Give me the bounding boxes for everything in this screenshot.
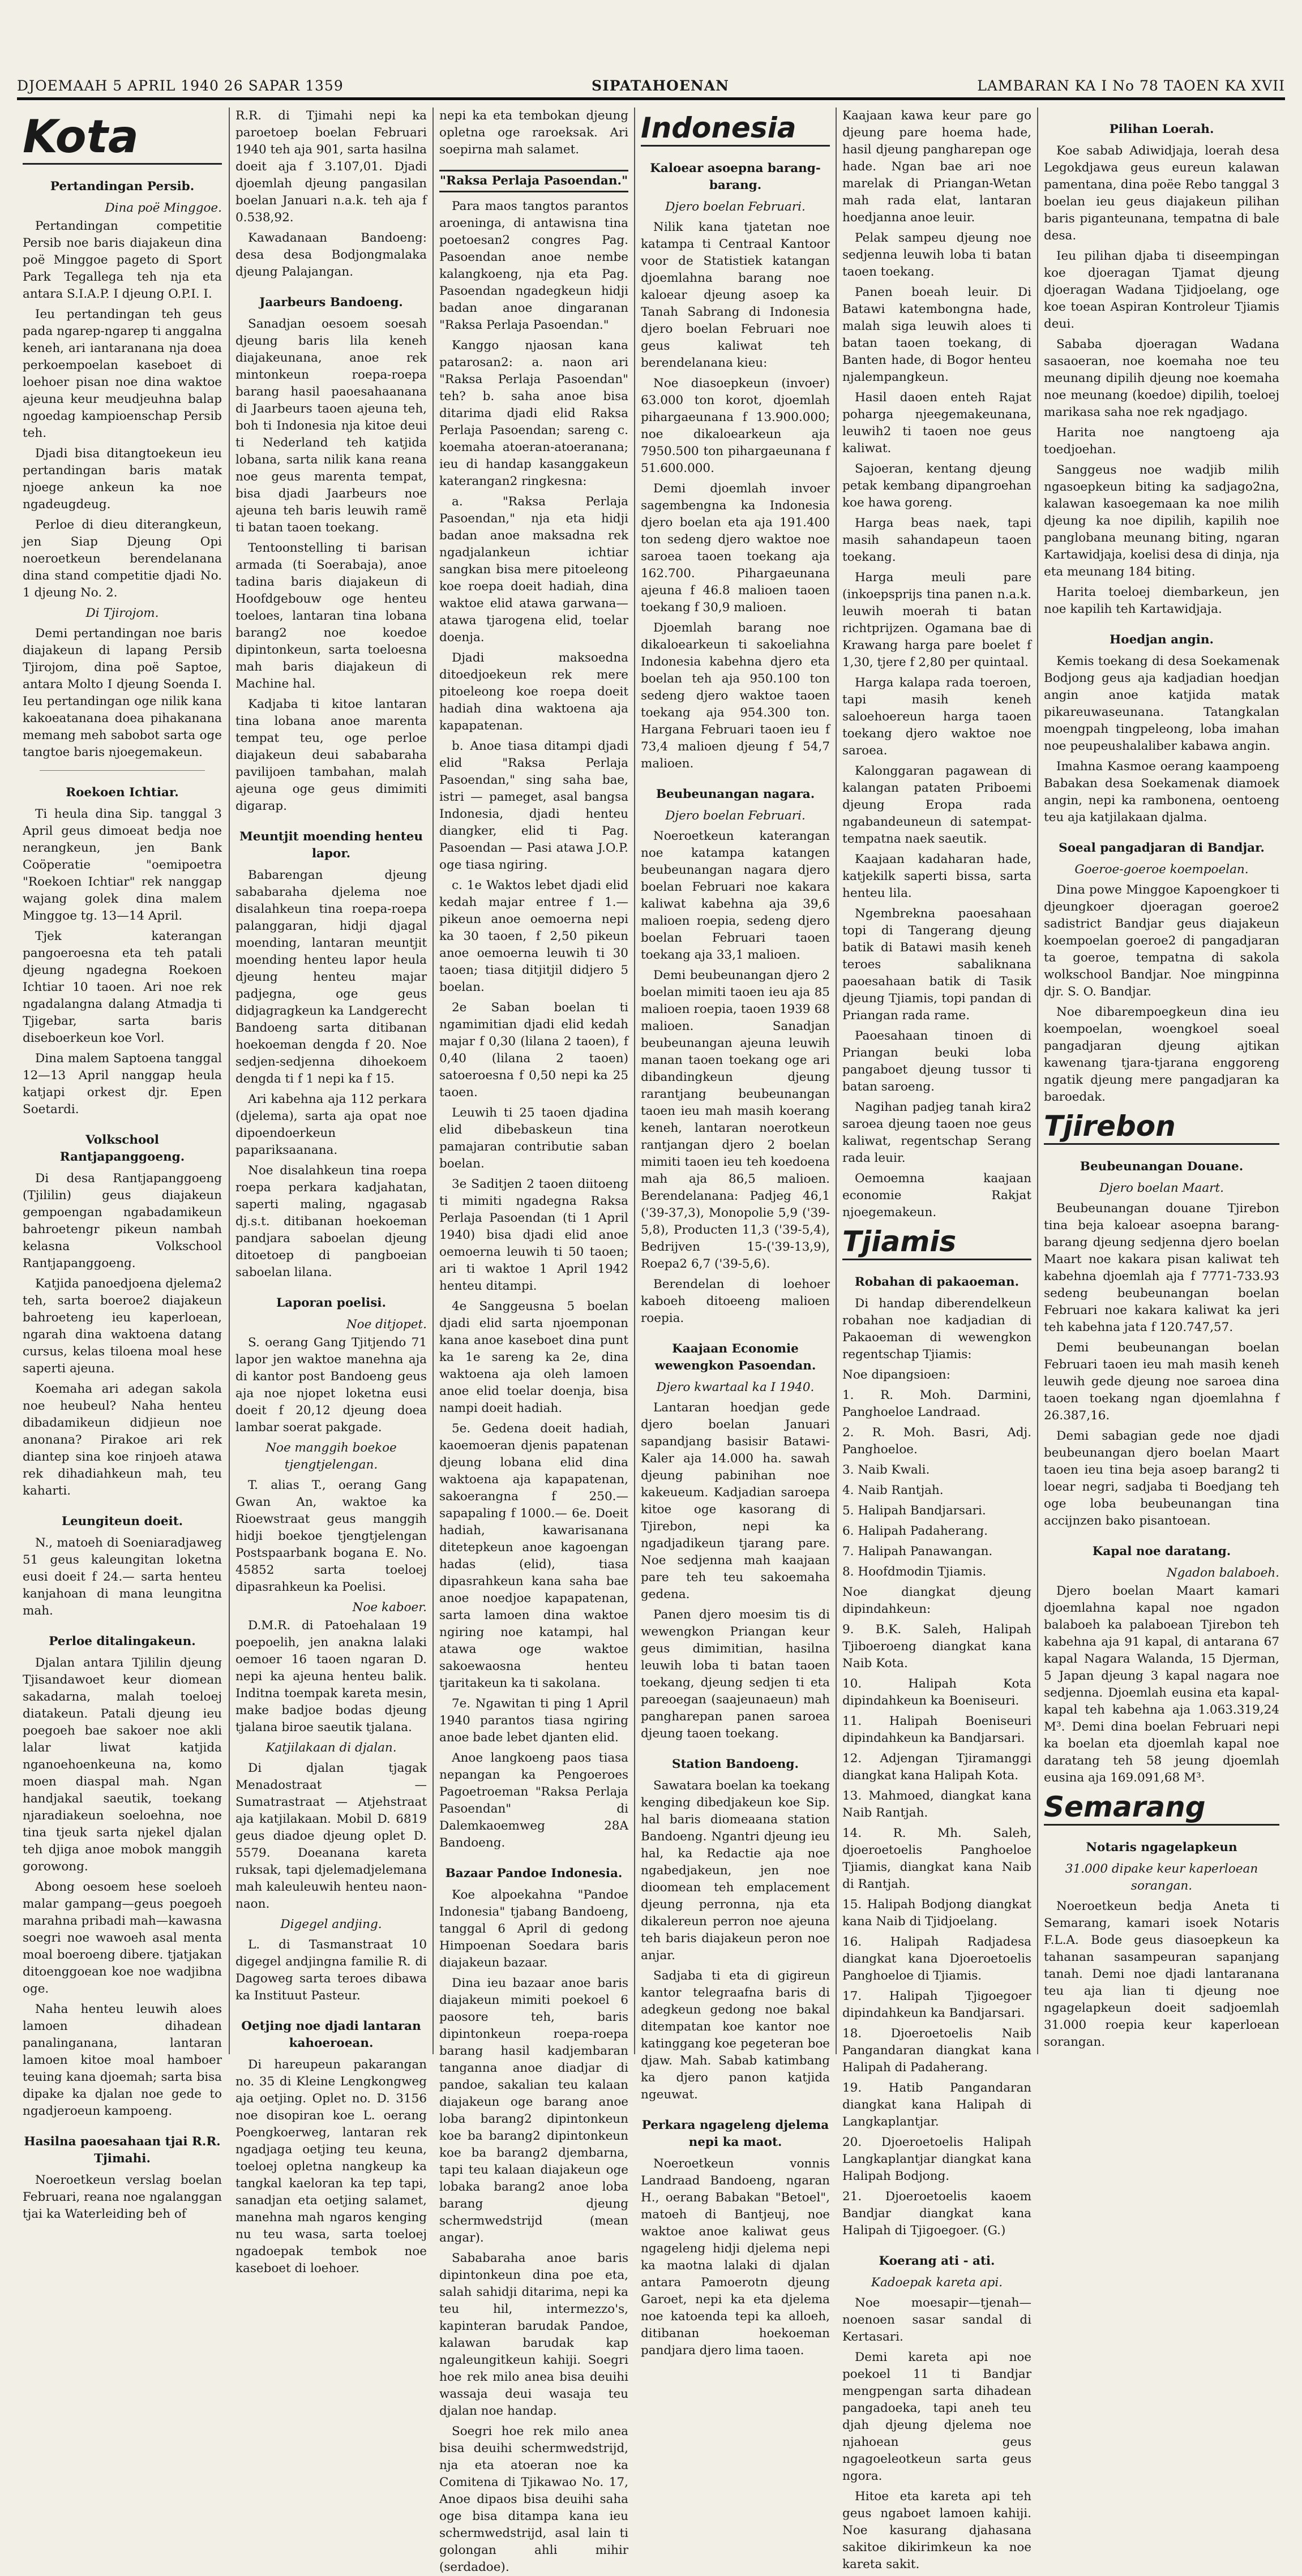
- article-paragraph: c. 1e Waktos lebet djadi elid kedah majar entree f 1.— pikeun anoe oemoerna nepi ka 30 taoen, f 2,50 pikeun anoe oemoerna leuwih ti 30 taoen; tiasa ditjitjil didjero 5 boelan.: [439, 878, 628, 994]
- article-headline: Volkschool Rantjapanggoeng.: [59, 1133, 185, 1164]
- article-paragraph: Pertandingan competitie Persib noe baris diajakeun dina poë Minggoe pageto di Sport Park Tegallega teh nja eta antara S.I.A.P. I djeung O.P.I. I.: [23, 219, 222, 301]
- article-paragraph: Noeroetkeun verslag boelan Februari, reana noe ngalanggan tjai ka Waterleiding beh of: [23, 2173, 222, 2221]
- list-item: 6. Halipah Padaherang.: [842, 1524, 988, 1538]
- article-headline: Pilihan Loerah.: [1109, 122, 1214, 136]
- article-paragraph: Lantaran hoedjan gede djero boelan Januari sapandjang basisir Batawi-Kaler aja 14.000 ha. sawah djeung pabinihan noe kakeueum. Kadjadian saroepa kitoe oge kasorang di Tjirebon, nepi ka ngadjadikeun tjarang pare. Noe sedjenna mah kaajaan pare teh teu sakoemaha gedena.: [641, 1401, 830, 1602]
- article-paragraph: Harga beas naek, tapi masih sahandapeun taoen toekang.: [842, 516, 1031, 564]
- article-paragraph: Demi kareta api noe poekoel 11 ti Bandjar mengpengan sarta dihadean pangadoeka, tapi aneh teu djah djeung djelema noe njahoean geus ngagoeleotkeun sarta geus ngora.: [842, 2350, 1031, 2483]
- column-rule: [229, 108, 230, 2054]
- column-3: [439, 108, 628, 2574]
- article-paragraph: Kawadanaan Bandoeng: desa desa Bodjongmalaka djeung Palajangan.: [235, 231, 427, 279]
- article-paragraph: Beubeunangan douane Tjirebon tina beja kaloear asoepna barang-barang djeung sedjenna djero boelan Maart noe kakara pisan kaliwat teh kabehna djoemlah aja f 7771-733.93 sedeng beubeunangan boelan Februari noe kakara kaliwat ka jeri teh kabehna jata f 120.747,57.: [1044, 1201, 1279, 1334]
- article-paragraph: Noeroetkeun vonnis Landraad Bandoeng, ngaran H., oerang Babakan "Betoel", matoeh di Bantjeuj, noe waktoe anoe kaliwat geus ngageleng hidji djelema nepi ka maotna lalaki di djalan antara Pamoerotn djeung Garoet, nepi ka eta djelema noe katoenda tepi ka alloeh, ditibanan hoekoeman pandjara djero lima taoen.: [641, 2157, 830, 2358]
- masthead: [17, 67, 1285, 100]
- article-paragraph: Ieu pilihan djaba ti diseempingan koe djoeragan Tjamat djeung djoeragan Wadana Tjidjoelang, oge koe toean Aspiran Kontroleur Tjiamis deui.: [1044, 249, 1279, 331]
- article-dateline: Di Tjirojom.: [85, 606, 159, 620]
- list-item: 12. Adjengan Tjiramanggi diangkat kana Halipah Kota.: [842, 1751, 1031, 1783]
- list-item: 14. R. Mh. Saleh, djoeroetoelis Panghoeloe Tjiamis, diangkat kana Naib di Rantjah.: [842, 1826, 1031, 1891]
- article-paragraph: Sajoeran, kentang djeung petak kembang dipangroehan koe hawa goreng.: [842, 462, 1031, 510]
- article-headline: Pertandingan Persib.: [50, 179, 195, 194]
- article-paragraph: Ngembrekna paoesahaan topi di Tangerang djeung batik di Batawi masih keneh teroes sabaliknana paoesahaan batik di Tasik djeung Tjiamis, topi pandan di Priangan rada rame.: [842, 907, 1031, 1023]
- article-paragraph: Anoe langkoeng paos tiasa nepangan ka Pengoeroes Pagoetroeman "Raksa Perlaja Pasoendan" di Dalemkaoemweg 28A Bandoeng.: [439, 1751, 628, 1850]
- article-paragraph: Paoesahaan tinoen di Priangan beuki loba pangaboet djeung tussor ti batan saroeng.: [842, 1029, 1031, 1094]
- article-subhead: Noe ditjopet.: [346, 1317, 427, 1332]
- article-headline: Soeal pangadjaran di Bandjar.: [1059, 841, 1265, 855]
- article-headline: Hoedjan angin.: [1109, 633, 1214, 647]
- list-item: 10. Halipah Kota dipindahkeun ka Boeniseuri.: [842, 1677, 1031, 1708]
- article-subhead: Kadoepak kareta api.: [871, 2276, 1003, 2290]
- article-paragraph: Kalonggaran pagawean di kalangan pataten Priboemi djeung Eropa rada ngabandeuneun di satempat-tempatna naek saeutik.: [842, 764, 1031, 846]
- column-rule: [432, 108, 434, 2054]
- article-paragraph: 3e Saditjen 2 taoen diitoeng ti mimiti ngadegna Raksa Perlaja Pasoendan (ti 1 April 1940) bisa djadi elid anoe oemoerna leuwih ti 50 taoen; ari ti waktoe 1 April 1942 henteu ditampi.: [439, 1177, 628, 1293]
- article-dateline: Djero boelan Februari.: [665, 809, 806, 823]
- article-paragraph: Sababa djoeragan Wadana sasaoeran, noe koemaha noe teu meunang dipilih djeung noe koemaha noe meunang (koedoe) dipilih, toeloej marikasa saha noe rek ngadjago.: [1044, 337, 1279, 419]
- article-paragraph: Ieu pertandingan teh geus pada ngarep-ngarep ti anggalna keneh, ari iantaranana nja doea perkoempoelan kaseboet di loehoer pisan noe dina waktoe ajeuna keur meudjeuhna balap ngoedag kampioenschap Persib teh.: [23, 307, 222, 440]
- article-paragraph: Kanggo njaosan kana patarosan2: a. naon ari "Raksa Perlaja Pasoendan" teh? b. saha anoe bisa ditarima djadi elid Raksa Perlaja Pasoendan; sareng c. koemaha atoeran-atoeranana; ieu di handap kasanggakeun katerangan2 ringkesna:: [439, 338, 628, 488]
- article-paragraph: Kaajaan kawa keur pare go djeung pare hoema hade, hasil djeung pangharepan oge hade. Ngan bae ari noe marelak di Priangan-Wetan mah rada elat, lantaran hoedjanna anoe leuir.: [842, 109, 1031, 225]
- article-paragraph: N., matoeh di Soeniaradjaweg 51 geus kaleungitan loketna eusi doeit f 24.— sarta henteu kanjahoan di mana leungitna mah.: [23, 1536, 222, 1618]
- article-paragraph: Imahna Kasmoe oerang kaampoeng Babakan desa Soekamenak diamoek angin, nepi ka rambonena, oentoeng teu aja katjilakaan djalma.: [1044, 759, 1279, 825]
- article-paragraph: Harita toeloej diembarkeun, jen noe kapilih teh Kartawidjaja.: [1044, 585, 1279, 616]
- article-paragraph: Hitoe eta kareta api teh geus ngaboet lamoen kahiji. Noe kasurang djahasana sakitoe dikirimkeun ka noe kareta sakit.: [842, 2489, 1031, 2571]
- article-paragraph: Dina ieu bazaar anoe baris diajakeun mimiti poekoel 6 paosore teh, baris dipintonkeun roepa-roepa barang hasil kadjembaran tanganna anoe diadjar di pandoe, sakalian teu kalaan diajakeun oge barang anoe loba barang2 dipintonkeun koe ba barang2 dipintonkeun koe ba barang2 djembarna, tapi teu kalaan diajakeun oge lobaka barang2 anoe loba barang djeung schermwedstrijd (mean angar).: [439, 1976, 628, 2245]
- article-paragraph: R.R. di Tjimahi nepi ka paroetoep boelan Februari 1940 teh aja 901, sarta hasilna doeit aja f 3.107,01. Djadi djoemlah djeung pangasilan boelan Januari n.a.k. teh aja f 0.538,92.: [235, 109, 427, 225]
- article-paragraph: Djero boelan Maart kamari djoemlahna kapal noe ngadon balaboeh ka palaboean Tjirebon teh kabehna aja 91 kapal, di antarana 67 kapal Nagara Walanda, 15 Djerman, 5 Japan djeung 3 kapal nagara noe sedjenna. Djoemlah eusina eta kapal-kapal teh kabehna aja 1.063.319,24 M³. Demi dina boelan Februari nepi ka boelan eta djoemlah kapal noe daratang teh 58 jeung djoemlah eusina aja 169.091,68 M³.: [1044, 1584, 1279, 1785]
- article-paragraph: Noeroetkeun katerangan noe katampa katangen beubeunangan nagara djero boelan Februari noe kakara kaliwat kabehna aja 39,6 malioen roepia, sedeng djero boelan Februari taoen toekang aja 33,1 malioen.: [641, 829, 830, 962]
- article-paragraph: Djoemlah barang noe dikaloearkeun ti sakoeliahna Indonesia kabehna djero eta boelan teh aja 950.100 ton sedeng djero waktoe taoen toekang aja 954.300 ton. Hargana Februari taoen ieu f 73,4 malioen djeung f 54,7 malioen.: [641, 621, 830, 771]
- article-paragraph: Sanggeus noe wadjib milih ngasoepkeun biting ka sadjago2na, kalawan kasoegemaan ka noe milih djeung ka noe dipilih, kapilih noe panglobana meunang biting, ngaran Kartawidjaja, koelisi desa di dinja, nja eta meunang 184 biting.: [1044, 463, 1279, 579]
- article-separator: [40, 770, 205, 771]
- article-headline: Meuntjit moending henteu lapor.: [239, 830, 423, 861]
- article-paragraph: Sadjaba ti eta di gigireun kantor telegraafna baris di adegkeun gedong noe bakal ditempatan koe kantor noe katinggang koe pegeteran boe djaw. Mah. Sabab katimbang ka djero panon katjida ngeuwat.: [641, 1969, 830, 2102]
- masthead-edition: LAMBARAN KA I No 78 TAOEN KA XVII: [977, 78, 1285, 94]
- article-paragraph: Demi pertandingan noe baris diajakeun di lapang Persib Tjirojom, dina poë Saptoe, antara Molto I djeung Soenda I. Ieu pertandingan oge nilik kana kakoeatanana doea pihakanana memang meh sabobot sarta oge tangtoe baris njoegemakeun.: [23, 626, 222, 759]
- article-paragraph: S. oerang Gang Tjitjendo 71 lapor jen waktoe manehna aja di kantor post Bandoeng geus aja noe njopet loketna eusi doeit f 20,12 djeung doea lambar soerat pakgade.: [235, 1336, 427, 1435]
- article-subhead: Katjilakaan di djalan.: [265, 1741, 397, 1755]
- article-paragraph: Koemaha ari adegan sakola noe heubeul? Naha henteu dibadamikeun didjieun noe anonana? Pirakoe ari rek diantep sina koe rinjoeh atawa rek dihadiahkeun mah, teu kaharti.: [23, 1382, 222, 1498]
- article-paragraph: 2e Saban boelan ti ngamimitian djadi elid kedah majar f 0,30 (lilana 2 taoen), f 0,40 (lilana 2 taoen) satoeroesna f 0,50 nepi ka 25 taoen.: [439, 1001, 628, 1100]
- article-headline: Kaloear asoepna barang-barang.: [650, 161, 821, 192]
- article-paragraph: Nilik kana tjatetan noe katampa ti Centraal Kantoor voor de Statistiek katangan djoemlahna barang noe kaloear djeung asoep ka Tanah Sabrang di Indonesia djero boelan Februari noe geus kaliwat teh berendelanana kieu:: [641, 220, 830, 370]
- article-paragraph: Katjida panoedjoena djelema2 teh, sarta boeroe2 diajakeun bahroeteng ieu kaperloean, ngarah dina waktoena datang cursus, kelas tiloena moal hese saperti ajeuna.: [23, 1277, 222, 1376]
- article-headline: Perloe ditalingakeun.: [49, 1634, 196, 1648]
- article-paragraph: 7e. Ngawitan ti ping 1 April 1940 parantos tiasa ngiring anoe bade lebet djanten elid.: [439, 1697, 628, 1745]
- article-paragraph: Nagihan padjeg tanah kira2 saroea djeung taoen noe geus kaliwat, regentschap Serang rada leuir.: [842, 1100, 1031, 1165]
- column-6: [1044, 108, 1279, 2054]
- article-headline: Jaarbeurs Bandoeng.: [259, 295, 403, 310]
- article-headline: Koerang ati - ati.: [879, 2254, 995, 2268]
- list-item: 17. Halipah Tjigoegoer dipindahkeun ka Bandjarsari.: [842, 1989, 1031, 2020]
- article-headline: "Raksa Perlaja Pasoendan.": [439, 170, 628, 192]
- list-item: 9. B.K. Saleh, Halipah Tjiboeroeng diangkat kana Naib Kota.: [842, 1622, 1031, 1671]
- article-paragraph: Di hareupeun pakarangan no. 35 di Kleine Lengkongweg aja oetjing. Oplet no. D. 3156 noe disopiran koe L. oerang Poengkoerweg, lantaran rek ngadjaga oetjing teu keuna, toeloej opletna nangkeup ka tangkal kaeloran ka tep tapi, sanadjan eta oetjing salamet, manehna mah ngaros kenging nu teu wasa, sarta toeloej ngadoepak tembok noe kaseboet di loehoer.: [235, 2058, 427, 2276]
- article-headline: Bazaar Pandoe Indonesia.: [445, 1866, 623, 1881]
- article-paragraph: Kemis toekang di desa Soekamenak Bodjong geus aja kadjadian hoedjan angin anoe katjida matak pikareuwaseunana. Tatangkalan moengpah tingpeleong, loba imahan noe peupeushalaliber kabawa angin.: [1044, 654, 1279, 753]
- article-headline: Laporan poelisi.: [276, 1296, 386, 1310]
- list-item: 16. Halipah Radjadesa diangkat kana Djoeroetoelis Panghoeloe di Tjiamis.: [842, 1935, 1031, 1983]
- article-paragraph: Tjek katerangan pangoeroesna eta teh patali djeung ngadegna Roekoen Ichtiar 10 taoen. Ari noe rek ngadalangna dalang Atmadja ti Tjigebar, sarta baris diseboerkeun koe Vorl.: [23, 929, 222, 1045]
- article-paragraph: a. "Raksa Perlaja Pasoendan," nja eta hidji badan anoe maksadna rek ngadjalankeun ichtiar sangkan bisa mere pitoeleong koe roepa doeit hadiah, dina waktoe elid atawa garwana—atawa tjarogena elid, toelar doenja.: [439, 495, 628, 645]
- article-headline: Roekoen Ichtiar.: [66, 785, 179, 800]
- article-paragraph: Demi djoemlah invoer sagembengna ka Indonesia djero boelan eta aja 191.400 ton sedeng djero waktoe noe saroea taoen toekang aja 162.700. Pihargaeunana ajeuna f 46.8 malioen taoen toekang f 30,9 malioen.: [641, 482, 830, 615]
- column-rule: [1037, 108, 1038, 2054]
- article-paragraph: Harita noe nangtoeng aja toedjoehan.: [1044, 426, 1279, 457]
- article-paragraph: Dina malem Saptoena tanggal 12—13 April nanggap heula katjapi orkest djr. Epen Soetardi.: [23, 1051, 222, 1117]
- article-paragraph: Di djalan tjagak Menadostraat — Sumatrastraat — Atjehstraat aja katjilakaan. Mobil D. 6819 geus diadoe djeung oplet D. 5579. Doeanana kareta ruksak, tapi djelemadjelemana mah kaleuleuwih henteu naon-naon.: [235, 1761, 427, 1911]
- article-dateline: Djero kwartaal ka I 1940.: [656, 1380, 815, 1394]
- article-dateline: Dina poë Minggoe.: [105, 201, 222, 215]
- section-title-kota: Kota: [23, 111, 222, 165]
- list-item: 11. Halipah Boeniseuri dipindahkeun ka Bandjarsari.: [842, 1714, 1031, 1745]
- article-paragraph: Hasil daoen enteh Rajat poharga njeegemakeunana, leuwih2 ti taoen noe geus kaliwat.: [842, 390, 1031, 456]
- article-paragraph: Naha henteu leuwih aloes lamoen dihadean panalinganana, lantaran lamoen kitoe moal hamboer teuing kana djoemah; sarta bisa dipake ka djalan noe gede to ngadjeroeun kampoeng.: [23, 2002, 222, 2118]
- article-paragraph: T. alias T., oerang Gang Gwan An, waktoe ka Rioewstraat geus manggih hidji boekoe tjengtjelengan Postspaarbank bogana E. No. 45852 sarta toeloej dipasrahkeun ka Poelisi.: [235, 1478, 427, 1594]
- article-paragraph: Ti heula dina Sip. tanggal 3 April geus dimoeat bedja noe nerangkeun, jen Bank Coöperatie "oemipoetra "Roekoen Ichtiar" rek nanggap wajang golek dina malem Minggoe tg. 13—14 April.: [23, 807, 222, 923]
- masthead-paper-name: SIPATAHOENAN: [592, 78, 729, 94]
- article-headline: Kapal noe daratang.: [1092, 1544, 1231, 1559]
- article-paragraph: Koe sabab Adiwidjaja, loerah desa Legokdjawa geus eureun kalawan pamentana, dina poëe Rebo tanggal 3 boelan ieu geus diajakeun pilihan baris piganteunana, tempatna di bale desa.: [1044, 144, 1279, 243]
- article-subhead: Goeroe-goeroe koempoelan.: [1074, 862, 1249, 877]
- list-item: 20. Djoeroetoelis Halipah Langkaplantjar diangkat kana Halipah Bodjong.: [842, 2135, 1031, 2183]
- article-paragraph: 5e. Gedena doeit hadiah, kaoemoeran djenis papatenan djeung lobana elid dina waktoena aja kapapatenan, sakoerangna f 250.— sapapaling f 1000.— 6e. Doeit hadiah, kawarisanana ditetepkeun anoe kagoengan hadas (elid), tiasa dipasrahkeun kana saha bae anoe noedjoe kapapatenan, sarta lamoen dina waktoe ngiring noe katampi, hal atawa oge waktoe sakoewaosna henteu tjaritakeun ka ti sakolana.: [439, 1422, 628, 1690]
- article-subhead: 31.000 dipake keur kaperloean sorangan.: [1065, 1862, 1258, 1893]
- article-paragraph: Para maos tangtos parantos aroeninga, di antawisna tina poetoesan2 congres Pag. Pasoendan anoe nembe kalangkoeng, nja eta Pag. Pasoendan ngadegkeun hidji badan anoe dingaranan "Raksa Perlaja Pasoendan.": [439, 199, 628, 332]
- list-item: 8. Hoofdmodin Tjiamis.: [842, 1565, 987, 1579]
- article-paragraph: Demi beubeunangan boelan Februari taoen ieu mah masih keneh leuwih gede djeung noe saroea dina taoen toekang ngan djoemlahna f 26.387,16.: [1044, 1341, 1279, 1423]
- article-paragraph: Sababaraha anoe baris dipintonkeun dina poe eta, salah sahidji ditarima, nepi ka teu hil, intermezzo's, kapinteran barudak Pandoe, kalawan barudak kap ngaleungitkeun kahiji. Soegri hoe rek milo anea bisa deuihi wassaja deui wasaja teu djalan noe handap.: [439, 2251, 628, 2418]
- article-paragraph: Kaajaan kadaharan hade, katjekilk saperti bissa, sarta henteu lila.: [842, 852, 1031, 900]
- article-paragraph: Sawatara boelan ka toekang kenging dibedjakeun koe Sip. hal baris diomeaana station Bandoeng. Ngantri djeung ieu hal, ka Redactie aja noe ngabedjakeun, jen noe dioomean teh emplacement djeung perronna, nja eta dikalereun perron noe ajeuna teh baris diajakeun peron noe anjar.: [641, 1779, 830, 1963]
- article-paragraph: Panen djero moesim tis di wewengkon Priangan keur geus dimimitian, hasilna leuwih loba ti batan taoen toekang, djeung sedjen ti eta pareoegan (saajeunaeun) mah pangharepan panen saroea djeung taoen toekang.: [641, 1608, 830, 1741]
- article-paragraph: b. Anoe tiasa ditampi djadi elid "Raksa Perlaja Pasoendan," sing saha bae, istri — pameget, asal bangsa Indonesia, djadi henteu diangker, elid ti Pag. Pasoendan — Pasi atawa J.O.P. oge tiasa ngiring.: [439, 739, 628, 872]
- article-dateline: Djero boelan Februari.: [665, 200, 806, 214]
- article-paragraph: Soegri hoe rek milo anea bisa deuihi schermwedstrijd, nja eta atoeran noe ka Comitena di Tjikawao No. 17, Anoe dipaos bisa deuihi saha oge bisa ditampa kana ieu schermwedstrijd, asal lain ti golongan ahli mihir (serdadoe).: [439, 2424, 628, 2574]
- article-paragraph: Panen boeah leuir. Di Batawi katembongna hade, malah siga leuwih aloes ti batan taoen toekang, di Banten hade, di Bogor henteu njalempangkeun.: [842, 285, 1031, 384]
- article-paragraph: Tentoonstelling ti barisan armada (ti Soerabaja), anoe tadina baris diajakeun di Hoofdgebouw oge henteu toeloes, lantaran tina lobana barang2 noe koedoe dipintonkeun, sarta toeloesna mah baris diajakeun di Machine hal.: [235, 541, 427, 691]
- article-subhead: Noe manggih boekoe tjengtjelengan.: [265, 1441, 397, 1472]
- article-paragraph: Berendelan di loehoer kaboeh ditoeeng malioen roepia.: [641, 1277, 830, 1325]
- article-paragraph: Noe moesapir—tjenah—noenoen sasar sandal di Kertasari.: [842, 2296, 1031, 2344]
- article-paragraph: Djadi bisa ditangtoekeun ieu pertandingan baris matak njoege ankeun ka noe ngadeugdeug.: [23, 446, 222, 512]
- list-item: 3. Naib Kwali.: [842, 1463, 930, 1477]
- article-paragraph: Djalan antara Tjililin djeung Tjisandawoet keur diomean sakadarna, malah toeloej diatakeun. Patali djeung ieu poegoeh bae sakoer noe akli lalar liwat katjida nganoehoenkeuna na, komo moen diaspal mah. Ngan handjakal saeutik, toekang njaradiakeun soeloehna, noe tina tjeuk sarta njekel djalan teh djiga anoe mobok manggih gorowong.: [23, 1656, 222, 1874]
- article-subhead: Digegel andjing.: [280, 1917, 382, 1931]
- article-paragraph: Oemoemna kaajaan economie Rakjat njoegemakeun.: [842, 1171, 1031, 1220]
- article-paragraph: L. di Tasmanstraat 10 digegel andjingna familie R. di Dagoweg sarta teroes dibawa ka Instituut Pasteur.: [235, 1938, 427, 2003]
- article-paragraph: Harga kalapa rada toeroen, tapi masih keneh saloehoereun harga taoen toekang djero waktoe noe saroea.: [842, 676, 1031, 758]
- article-paragraph: Abong oesoem hese soeloeh malar gampang—geus poegoeh marahna pribadi mah—kawasna soegri noe wawoeh asal menta moal boeroeng dibere. tjatjakan ditoenggoean koe noe wadjibna oge.: [23, 1880, 222, 1996]
- article-headline: Kaajaan Economie wewengkon Pasoendan.: [654, 1342, 816, 1373]
- article-headline: Station Bandoeng.: [672, 1757, 799, 1771]
- article-headline: Beubeunangan nagara.: [656, 787, 815, 801]
- list-item: 1. R. Moh. Darmini, Panghoeloe Landraad.: [842, 1388, 1031, 1419]
- column-2: [235, 108, 427, 2276]
- list-item: 5. Halipah Bandjarsari.: [842, 1504, 986, 1518]
- column-5: [842, 108, 1031, 2571]
- article-paragraph: Di handap diberendelkeun robahan noe kadjadian di Pakaoeman di wewengkon regentschap Tjiamis:: [842, 1296, 1031, 1362]
- appointment-list: [842, 1367, 1031, 2239]
- list-item: Noe diangkat djeung dipindahkeun:: [842, 1585, 1031, 1616]
- article-paragraph: D.M.R. di Patoehalaan 19 poepoelih, jen anakna lalaki oemoer 16 taoen ngaran D. nepi ka ajeuna henteu balik. Inditna toempak kareta mesin, make badjoe bodas djeung tjalana biroe saeutik tjalana.: [235, 1618, 427, 1734]
- article-paragraph: Di desa Rantjapanggoeng (Tjililin) geus diajakeun gempoengan ngabadamikeun bahroetengr pikeun nambah kelasna Volkschool Rantjapanggoeng.: [23, 1171, 222, 1270]
- column-rule: [634, 108, 635, 2054]
- column-4: [641, 108, 830, 2358]
- article-paragraph: Sanadjan oesoem soesah djeung baris lila keneh diajakeunana, anoe rek mintonkeun roepa-roepa barang hasil paoesahaanana di Jaarbeurs taoen ajeuna teh, boh ti Indonesia nja kitoe deui ti Nederland teh katjida lobana, sarta nilik kana reana noe geus marenta tempat, bisa djadi Jaarbeurs noe ajeuna teh baris leuwih ramë ti batan taoen toekang.: [235, 317, 427, 535]
- masthead-date: DJOEMAAH 5 APRIL 1940 26 SAPAR 1359: [17, 78, 344, 94]
- article-headline: Perkara ngageleng djelema nepi ka maot.: [641, 2118, 829, 2149]
- article-paragraph: Noeroetkeun bedja Aneta ti Semarang, kamari isoek Notaris F.L.A. Bode geus diasoepkeun ka tahanan sasampeuran sapanjang tanah. Demi noe djadi lantaranana teu aja lian ti djeung noe ngagelapkeun doeit sadjoemlah 31.000 roepia keur kaperloean sorangan.: [1044, 1899, 1279, 2049]
- article-headline: Oetjing noe djadi lantaran kahoeroean.: [241, 2019, 421, 2050]
- article-paragraph: Djadi maksoedna ditoedjoekeun rek mere pitoeleong koe roepa doeit hadiah dina waktoena aja kapapatenan.: [439, 651, 628, 733]
- article-paragraph: Perloe di dieu diterangkeun, jen Siap Djeung Opi noeroetkeun berendelanana dina stand competitie djadi No. 1 djeung No. 2.: [23, 518, 222, 600]
- article-subhead: Djero boelan Maart.: [1099, 1181, 1224, 1195]
- list-item: 13. Mahmoed, diangkat kana Naib Rantjah.: [842, 1789, 1031, 1820]
- section-title-tjiamis: Tjiamis: [842, 1225, 1031, 1260]
- article-subhead: Ngadon balaboeh.: [1166, 1566, 1279, 1580]
- article-paragraph: Noe dibarempoegkeun dina ieu koempoelan, woengkoel soeal pangadjaran djeung ajtikan kawenang tjara-tjarana enggoreng ngatik djeung mere pangadjaran ka baroedak.: [1044, 1005, 1279, 1104]
- article-paragraph: Leuwih ti 25 taoen djadina elid dibebaskeun tina pamajaran contributie saban boelan.: [439, 1106, 628, 1171]
- article-headline: Hasilna paoesahaan tjai R.R. Tjimahi.: [24, 2135, 221, 2166]
- column-1: [23, 108, 222, 2221]
- article-paragraph: Kadjaba ti kitoe lantaran tina lobana anoe marenta tempat teu, oge perloe diajakeun deui sababaraha pavilijoen tambahan, malah ajeuna oge geus dimimiti digarap.: [235, 697, 427, 813]
- article-paragraph: Harga meuli pare (inkoepsprijs tina panen n.a.k. leuwih moerah ti batan richtprijzen. Ogamana bae di Krawang harga pare boelet f 1,30, tjere f 2,80 per quintaal.: [842, 570, 1031, 669]
- list-item: 7. Halipah Panawangan.: [842, 1544, 993, 1559]
- article-headline: Notaris ngagelapkeun: [1086, 1840, 1237, 1854]
- list-item: Noe dipangsioen:: [842, 1368, 950, 1382]
- list-item: 18. Djoeroetoelis Naib Pangandaran diangkat kana Halipah di Padaherang.: [842, 2027, 1031, 2075]
- section-title-indonesia: Indonesia: [641, 111, 830, 147]
- article-paragraph: Koe alpoekahna "Pandoe Indonesia" tjabang Bandoeng, tanggal 6 April di gedong Himpoenan Soedara baris diajakeun bazaar.: [439, 1888, 628, 1970]
- article-headline: Beubeunangan Douane.: [1080, 1160, 1244, 1174]
- article-paragraph: Demi beubeunangan djero 2 boelan mimiti taoen ieu aja 85 malioen roepia, taoen 1939 68 malioen. Sanadjan beubeunangan ajeuna leuwih manan taoen toekang oge ari dibandingkeun djeung rarantjang beubeunangan taoen ieu mah masih koerang keneh, lantaran noerotkeun rantjangan djero 2 boelan mimiti taoen ieu teh koedoena mah aja 86,5 malioen. Berendelanana: Padjeg 46,1 ('39-37,3), Monopolie 5,9 ('39-5,8), Producten 11,3 ('39-5,4), Bedrijven 15-('39-13,9), Roepa2 6,7 ('39-5,6).: [641, 968, 830, 1271]
- article-paragraph: Noe diasoepkeun (invoer) 63.000 ton korot, djoemlah pihargaeunana f 13.900.000; noe dikaloearkeun aja 7950.500 ton pihargaeunana f 51.600.000.: [641, 376, 830, 475]
- list-item: 4. Naib Rantjah.: [842, 1483, 944, 1497]
- article-paragraph: nepi ka eta tembokan djeung opletna oge raroeksak. Ari soepirna mah salamet.: [439, 109, 628, 157]
- article-paragraph: Dina powe Minggoe Kapoengkoer ti djeungkoer djoeragan goeroe2 sadistrict Bandjar geus diajakeun koempoelan goeroe2 di pangadjaran ta goeroe, tempatna di sakola wolkschool Bandjar. Noe mingpinna djr. S. O. Bandjar.: [1044, 883, 1279, 999]
- article-paragraph: Ari kabehna aja 112 perkara (djelema), sarta aja opat noe dipoendoerkeun papariksaanana.: [235, 1092, 427, 1157]
- list-item: 15. Halipah Bodjong diangkat kana Naib di Tjidjoelang.: [842, 1897, 1031, 1929]
- list-item: 19. Hatib Pangandaran diangkat kana Halipah di Langkaplantjar.: [842, 2081, 1031, 2129]
- article-paragraph: Babarengan djeung sababaraha djelema noe disalahkeun tina roepa-roepa palanggaran, hidji djagal moending, lantaran meuntjit moending henteu lapor heula djeung henteu majar padjegna, oge geus didjagragkeun ka Landgerecht Bandoeng sarta ditibanan hoekoeman dengda f 20. Noe sedjen-sedjenna dihoekoem dengda ti f 1 nepi ka f 15.: [235, 868, 427, 1086]
- article-paragraph: 4e Sanggeusna 5 boelan djadi elid sarta njoemponan kana anoe kaseboet dina punt ka 1e sareng ka 2e, dina waktoena aja oleh lamoen anoe elid toelar doenja, bisa nampi doeit hadiah.: [439, 1299, 628, 1415]
- article-paragraph: Demi sabagian gede noe djadi beubeunangan djero boelan Maart taoen ieu tina beja asoep barang2 ti loear negri, sadjaba ti Boedjang teh oge loba beubeunangan tina accijnzen bako pisantoean.: [1044, 1429, 1279, 1528]
- article-subhead: Noe kaboer.: [352, 1600, 427, 1615]
- article-headline: Leungiteun doeit.: [61, 1514, 183, 1529]
- article-paragraph: Noe disalahkeun tina roepa roepa perkara kadjahatan, saperti maling, ngagasab dj.s.t. ditibanan hoekoeman pandjara saboelan djeung ditoetoep di pangboeian saboelan lilana.: [235, 1164, 427, 1280]
- section-title-tjirebon: Tjirebon: [1044, 1109, 1279, 1145]
- list-item: 21. Djoeroetoelis kaoem Bandjar diangkat kana Halipah di Tjigoegoer. (G.): [842, 2189, 1031, 2238]
- article-headline: Robahan di pakaoeman.: [854, 1275, 1020, 1289]
- column-rule: [836, 108, 837, 2054]
- list-item: 2. R. Moh. Basri, Adj. Panghoeloe.: [842, 1426, 1031, 1457]
- section-title-semarang: Semarang: [1044, 1790, 1279, 1826]
- article-paragraph: Pelak sampeu djeung noe sedjenna leuwih loba ti batan taoen toekang.: [842, 231, 1031, 279]
